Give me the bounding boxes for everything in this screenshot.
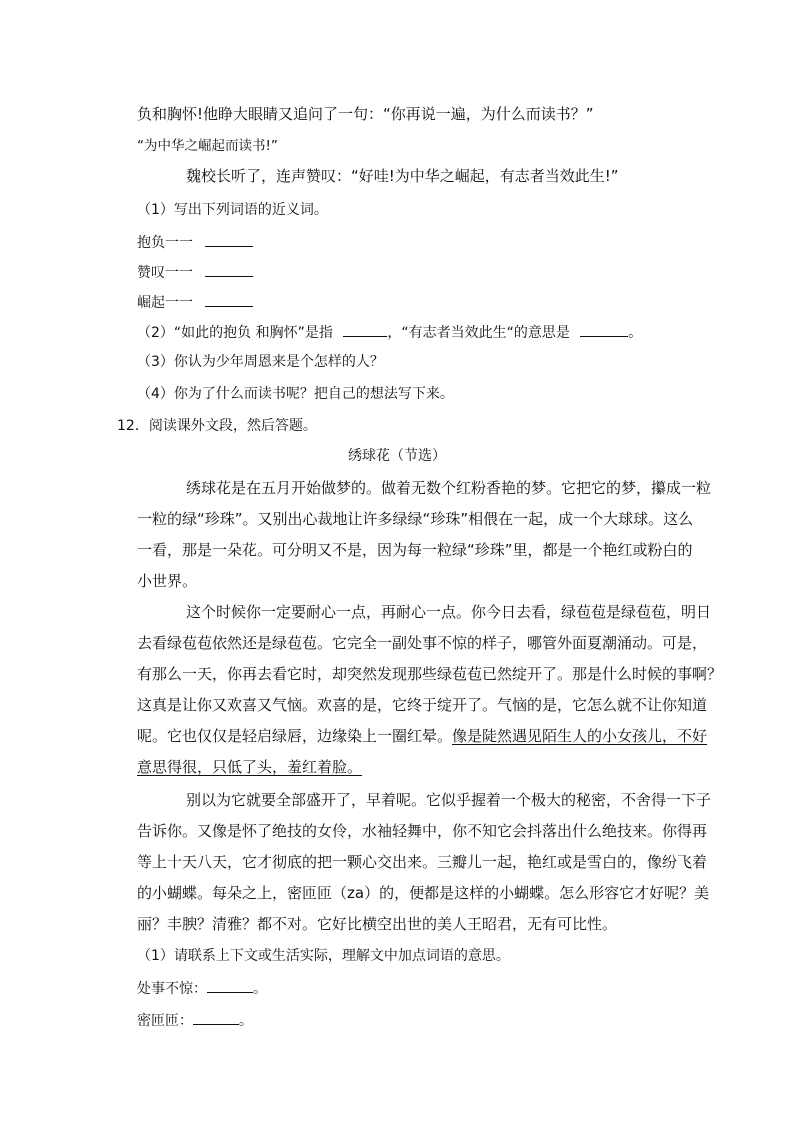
synonym-item-3	[137, 292, 253, 313]
synonym-word: 赞叹一一	[137, 265, 193, 281]
paragraph-2-line: 去看绿苞苞依然还是绿苞苞。它完全一副处事不惊的样子，哪管外面夏潮涌动。可是，	[137, 634, 708, 652]
synonym-word: 抱负一一	[137, 235, 193, 251]
paragraph-1-line: 一看，那是一朵花。可分明又不是，因为每一粒绿“珍珠”里，都是一个艳红或粉白的	[137, 541, 693, 559]
paragraph-3-line: 等上十天八天，它才彻底的把一颗心交出来。三瓣儿一起，艳红或是雪白的，像纷飞着	[137, 853, 708, 871]
paragraph-3-line: 的小蝴蝶。每朵之上，密匝匝（za）的，便都是这样的小蝴蝶。怎么形容它才好呢？美	[137, 884, 710, 902]
q11-sub3: （3）你认为少年周恩来是个怎样的人？	[137, 354, 384, 370]
term-label: 密匝匝：	[137, 1013, 193, 1029]
q11-sub2	[137, 322, 642, 343]
passage-line-3: 魏校长听了，连声赞叹：“好哇!为中华之崛起，有志者当效此生!”	[186, 167, 619, 185]
answer-blank[interactable]	[205, 292, 253, 307]
paragraph-1-line: 绣球花是在五月开始做梦的。做着无数个红粉香艳的梦。它把它的梦，攥成一粒	[186, 479, 712, 497]
paragraph-1-line: 一粒的绿“珍珠”。又别出心裁地让许多绿绿“珍珠”相偎在一起，成一个大球球。这么	[137, 510, 694, 528]
plain-text: 呢。它也仅仅是轻启绿唇，边缘染上一圈红晕。	[137, 727, 453, 745]
passage-line-1: 负和胸怀!他睁大眼睛又追问了一句：“你再说一遍，为什么而读书？”	[137, 105, 594, 123]
answer-blank[interactable]	[343, 322, 387, 337]
article-title: 绣球花（节选）	[348, 448, 446, 464]
paragraph-2-line	[137, 726, 707, 746]
synonym-item-2	[137, 262, 253, 283]
end-mark: 。	[239, 1013, 253, 1029]
q11-sub2-part-c: 。	[628, 325, 643, 341]
answer-blank[interactable]	[193, 1010, 239, 1025]
q11-sub2-part-b: ，“有志者当效此生“的意思是	[387, 325, 570, 341]
term-item-1	[137, 978, 267, 999]
q11-sub2-part-a: （2）“如此的抱负 和胸怀”是指	[137, 325, 333, 341]
paragraph-2-line	[137, 757, 362, 777]
paragraph-2-line: 这真是让你又欢喜又气恼。欢喜的是，它终于绽开了。气恼的是，它怎么就不让你知道	[137, 696, 708, 714]
synonym-word: 崛起一一	[137, 295, 193, 311]
paragraph-2-line: 这个时候你一定要耐心一点，再耐心一点。你今日去看，绿苞苞是绿苞苞，明日	[186, 603, 712, 621]
answer-blank[interactable]	[207, 978, 253, 993]
answer-blank[interactable]	[205, 232, 253, 247]
passage-line-2: “为中华之崛起而读书!”	[137, 138, 278, 154]
underlined-sentence: 意思得很，只低了头，羞红着脸。	[137, 758, 363, 776]
q12-sub1: （1）请联系上下文或生活实际，理解文中加点词语的意思。	[137, 948, 510, 964]
term-item-2	[137, 1010, 253, 1031]
q11-sub4: （4）你为了什么而读书呢？把自己的想法写下来。	[137, 386, 454, 402]
paragraph-2-line: 有那么一天，你再去看它时，却突然发现那些绿苞苞已然绽开了。那是什么时候的事啊？	[137, 665, 723, 683]
paragraph-3-line: 告诉你。又像是怀了绝技的女伶，水袖轻舞中，你不知它会抖落出什么绝技来。你得再	[137, 822, 708, 840]
paragraph-3-line: 别以为它就要全部盛开了，早着呢。它似乎握着一个极大的秘密，不舍得一下子	[186, 791, 712, 809]
paragraph-1-line: 小世界。	[137, 572, 198, 590]
underlined-sentence: 像是陡然遇见陌生人的小女孩儿，不好	[452, 727, 708, 745]
q11-sub1: （1）写出下列词语的近义词。	[137, 202, 328, 218]
answer-blank[interactable]	[205, 262, 253, 277]
end-mark: 。	[253, 981, 267, 997]
term-label: 处事不惊：	[137, 981, 207, 997]
q12-heading: 12．阅读课外文段，然后答题。	[117, 418, 317, 434]
paragraph-3-line: 丽？丰腴？清雅？都不对。它好比横空出世的美人王昭君，无有可比性。	[137, 915, 618, 933]
synonym-item-1	[137, 232, 253, 253]
answer-blank[interactable]	[580, 322, 628, 337]
